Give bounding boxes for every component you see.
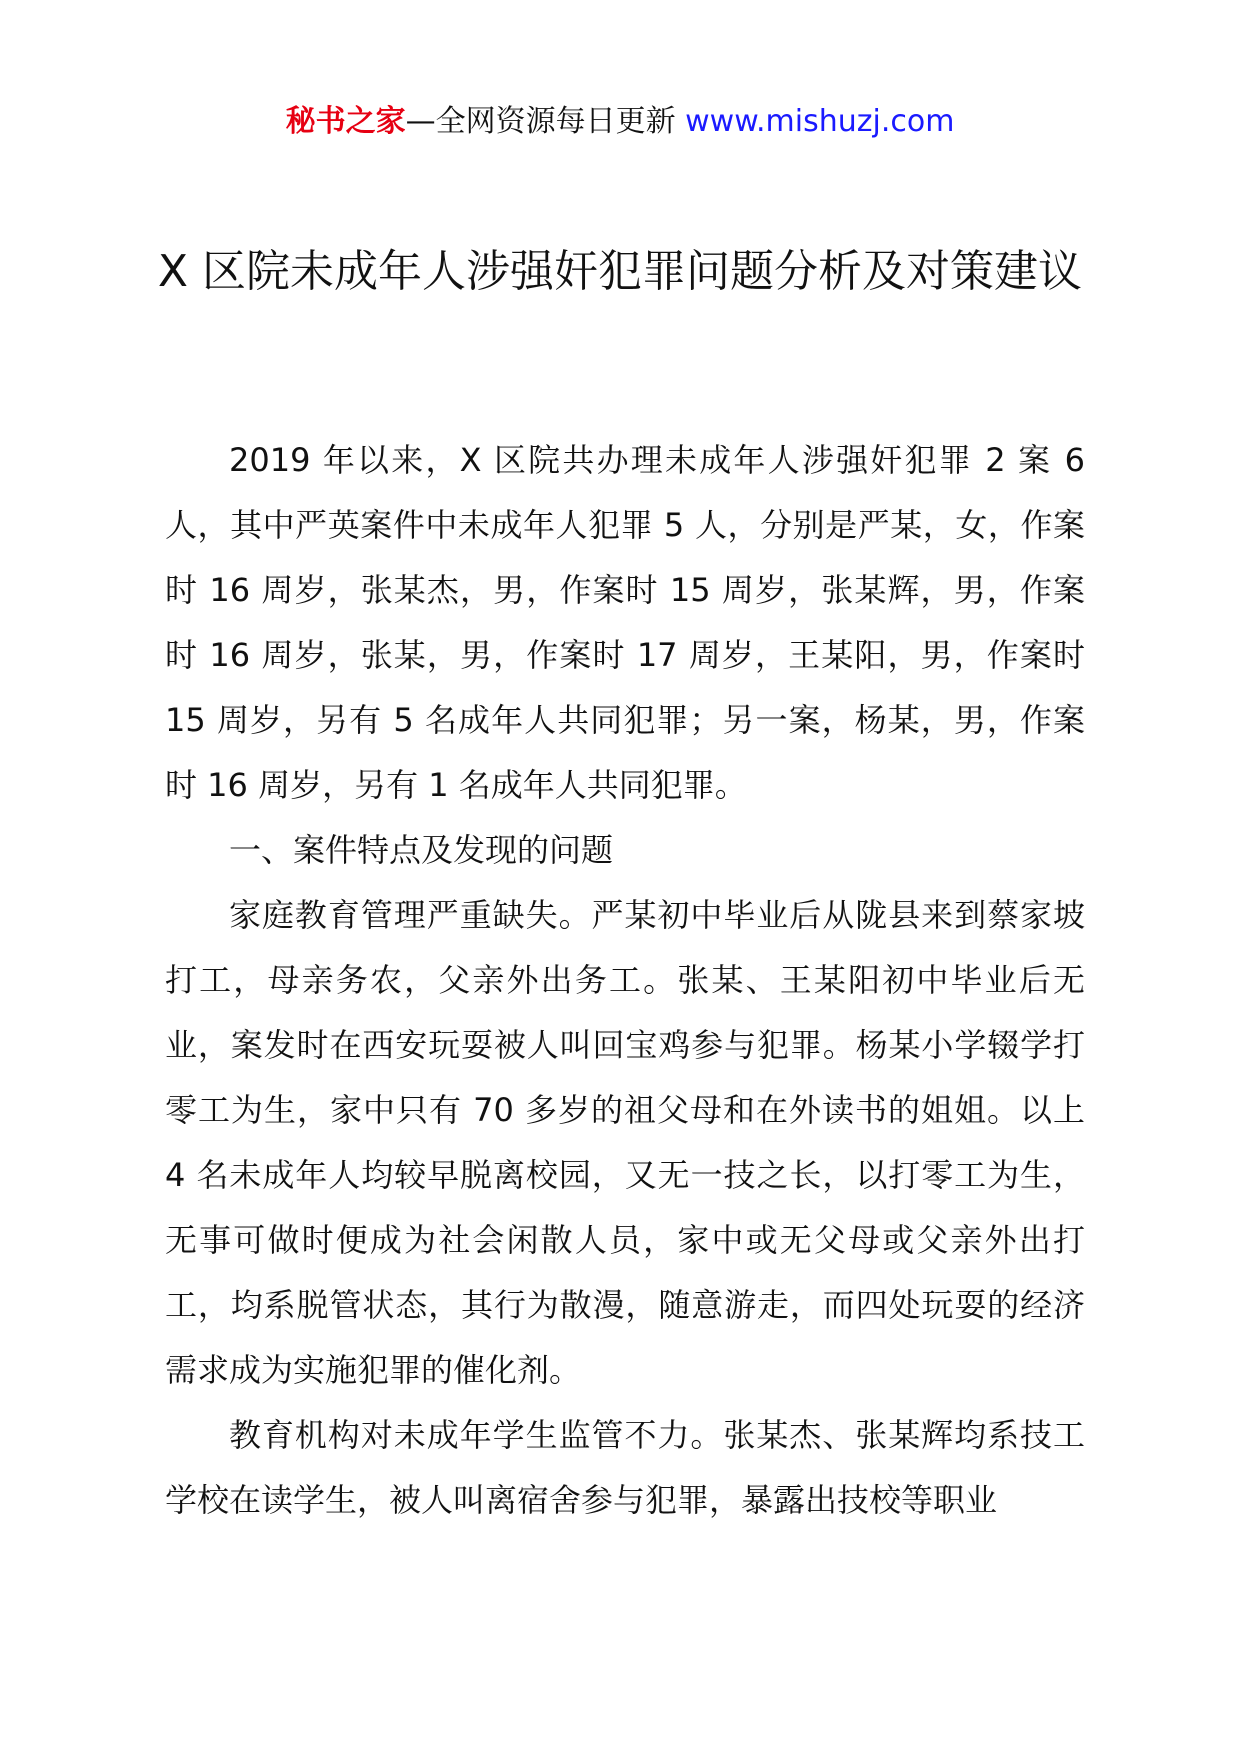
- site-url-link[interactable]: www.mishuzj.com: [685, 104, 955, 139]
- brand-name: 秘书之家: [285, 104, 406, 139]
- header-slogan: —全网资源每日更新: [405, 104, 676, 139]
- section-heading: 一、案件特点及发现的问题: [229, 831, 614, 869]
- paragraph-intro: 2019 年以来，X 区院共办理未成年人涉强奸犯罪 2 案 6 人，其中严英案件中未成年人犯罪 5 人，分别是严某，女，作案时 16 周岁，张某杰，男，作案时 15 周岁，张某辉，男，作案时 16 周岁，张某，男，作案时 17 周岁，王某阳，男，作案时 15 周岁，另有 5 名成年人共同犯罪；另一案，杨某，男，作案时 16 周岁，另有 1 名成年人共同犯罪。: [165, 441, 1085, 804]
- document-body: [165, 428, 1085, 1533]
- site-header: [0, 102, 1240, 142]
- paragraph-family-education: 家庭教育管理严重缺失。严某初中毕业后从陇县来到蔡家坡打工，母亲务农，父亲外出务工。张某、王某阳初中毕业后无业，案发时在西安玩耍被人叫回宝鸡参与犯罪。杨某小学辍学打零工为生，家中只有 70 多岁的祖父母和在外读书的姐姐。以上 4 名未成年人均较早脱离校园，又无一技之长，以打零工为生，无事可做时便成为社会闲散人员，家中或无父母或父亲外出打工，均系脱管状态，其行为散漫，随意游走，而四处玩耍的经济需求成为实施犯罪的催化剂。: [165, 896, 1085, 1389]
- paragraph-school-supervision: 教育机构对未成年学生监管不力。张某杰、张某辉均系技工学校在读学生，被人叫离宿舍参与犯罪，暴露出技校等职业: [165, 1416, 1085, 1519]
- document-title: X 区院未成年人涉强奸犯罪问题分析及对策建议: [157, 246, 1083, 297]
